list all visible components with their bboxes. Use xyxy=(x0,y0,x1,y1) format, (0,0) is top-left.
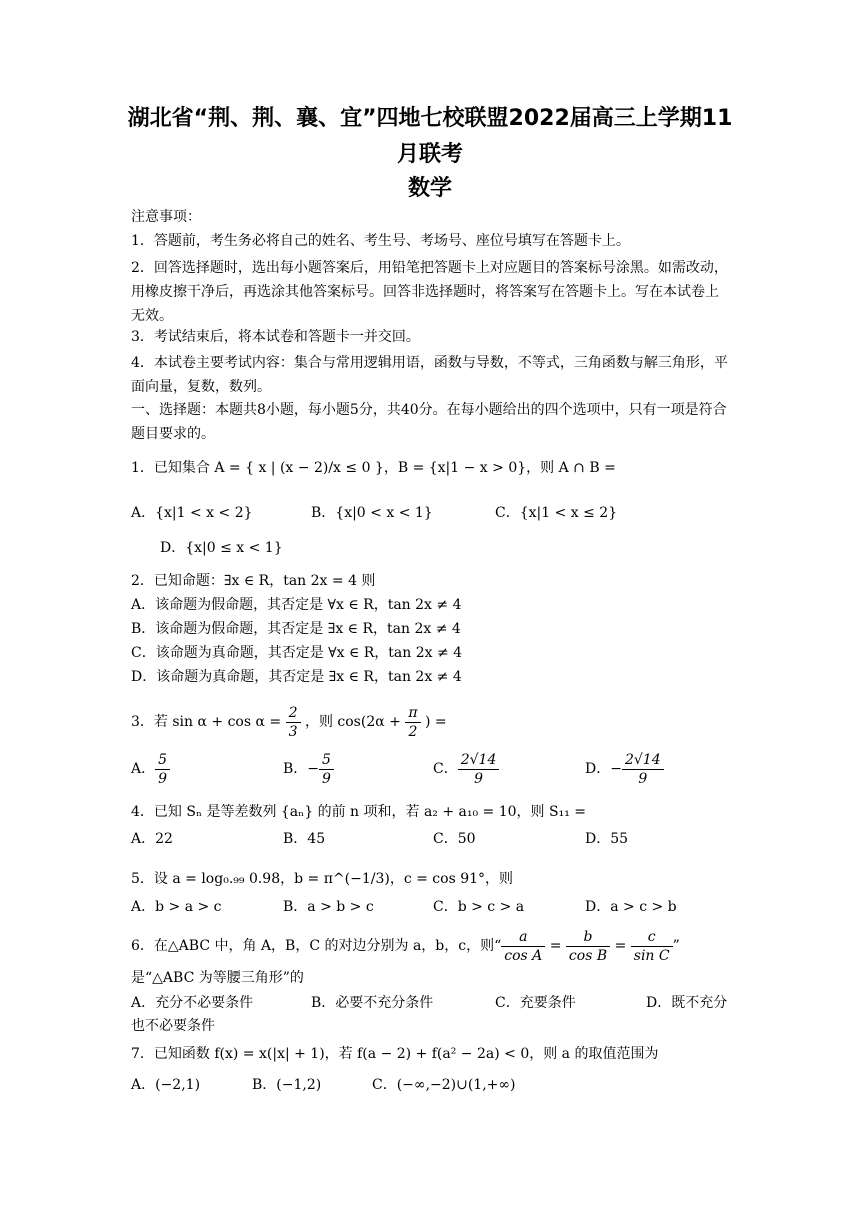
q6-stem: 6．在△ABC 中，角 A，B，C 的对边分别为 a，b，c，则“ $\frac{a}{\text{cos A}}$ = $\frac{b}{\text{cos B}}$ = $\frac{c}{\text{sin C}}$ ” xyxy=(131,928,680,964)
q3-stem-part-b: ，则 cos(2α + xyxy=(304,714,401,730)
q6-frac2-den: cos B xyxy=(568,947,608,964)
q6-frac3-den: sin C xyxy=(633,947,670,964)
q3-option-c xyxy=(433,749,499,789)
q5-option-b: B．a > b > c xyxy=(283,899,374,915)
q6-option-d-continued: 也不必要条件 xyxy=(131,1018,215,1034)
q3-fraction-pi-half xyxy=(405,704,420,741)
exam-title-line2: 月联考 xyxy=(396,142,463,167)
exam-title-line1: 湖北省“荆、荆、襄、宜”四地七校联盟2022届高三上学期11 xyxy=(127,106,733,131)
q3-option-c-num: 2√14 xyxy=(458,751,500,770)
q3-option-b-den: 9 xyxy=(322,770,331,787)
q7-option-c: C．(−∞,−2)∪(1,+∞) xyxy=(372,1077,516,1093)
q3-option-d-num: 2√14 xyxy=(622,751,664,770)
q6-option-b: B．必要不充分条件 xyxy=(311,995,434,1011)
q3-option-d-label: D．− xyxy=(585,761,622,777)
q3-pi-numerator: π xyxy=(405,704,420,723)
notes-heading: 注意事项： xyxy=(131,209,201,225)
q2-option-a: A．该命题为假命题，其否定是 ∀x ∈ R，tan 2x ≠ 4 xyxy=(131,597,462,613)
q3-stem-part-a: 3．若 sin α + cos α = xyxy=(131,714,282,730)
q3-option-b-num: 5 xyxy=(319,751,334,770)
q5-option-a: A．b > a > c xyxy=(131,899,222,915)
q3-option-b-label: B．− xyxy=(283,761,320,777)
q7-stem: 7．已知函数 f(x) = x(|x| + 1)，若 f(a − 2) + f(a² − 2a) < 0，则 a 的取值范围为 xyxy=(131,1046,659,1062)
q3-frac-denominator: 3 xyxy=(288,723,298,740)
q3-option-b-fraction xyxy=(319,751,334,788)
q5-option-c: C．b > c > a xyxy=(433,899,525,915)
q3-stem-part-c: ) = xyxy=(424,714,447,730)
q6-option-c: C．充要条件 xyxy=(495,995,576,1011)
q6-stem-part-b: ” xyxy=(672,938,680,954)
q6-option-d: D．既不充分 xyxy=(646,995,728,1011)
note-2: 2．回答选择题时，选出每小题答案后，用铅笔把答题卡上对应题目的答案标号涂黑。如需改动，用橡皮擦干净后，再选涂其他答案标号。回答非选择题时，将答案写在答题卡上。写在本试卷上无效。 xyxy=(131,260,728,324)
q1-option-d: D．{x|0 ≤ x < 1} xyxy=(160,540,283,556)
q6-fraction-c-sinC xyxy=(631,928,673,965)
q7-option-b: B．(−1,2) xyxy=(252,1077,322,1093)
q3-option-d-den: 9 xyxy=(638,770,648,787)
q1-option-b: B．{x|0 < x < 1} xyxy=(311,505,433,521)
q3-option-a-label: A． xyxy=(131,761,156,777)
section-1-intro: 一、选择题：本题共8小题，每小题5分，共40分。在每小题给出的四个选项中，只有一项是符合题目要求的。 xyxy=(131,402,727,442)
q6-fraction-a-cosA xyxy=(501,928,545,965)
q3-option-b xyxy=(283,749,334,789)
q3-stem xyxy=(131,702,731,742)
q6-fraction-b-cosB xyxy=(566,928,610,965)
q3-option-c-label: C． xyxy=(433,761,458,777)
q4-option-c: C．50 xyxy=(433,831,476,847)
q6-frac1-den: cos A xyxy=(504,947,543,964)
note-1: 1．答题前，考生务必将自己的姓名、考生号、考场号、座位号填写在答题卡上。 xyxy=(131,233,630,249)
q6-option-a: A．充分不必要条件 xyxy=(131,995,254,1011)
q4-option-b: B．45 xyxy=(283,831,326,847)
q3-option-a-den: 9 xyxy=(158,770,168,787)
note-3: 3．考试结束后，将本试卷和答题卡一并交回。 xyxy=(131,329,420,345)
q6-frac3-num: c xyxy=(631,928,673,947)
q6-stem-continued: 是“△ABC 为等腰三角形”的 xyxy=(131,970,304,986)
q3-option-a xyxy=(131,749,170,789)
q3-pi-denominator: 2 xyxy=(408,723,418,740)
q2-option-c: C．该命题为真命题，其否定是 ∀x ∈ R，tan 2x ≠ 4 xyxy=(131,645,463,661)
q1-stem: 1．已知集合 A = { x | (x − 2)/x ≤ 0 }，B = {x|1 − x > 0}，则 A ∩ B = xyxy=(131,460,616,476)
note-4: 4．本试卷主要考试内容：集合与常用逻辑用语，函数与导数，不等式，三角函数与解三角形，平面向量，复数，数列。 xyxy=(131,355,728,395)
q2-option-d: D．该命题为真命题，其否定是 ∃x ∈ R，tan 2x ≠ 4 xyxy=(131,669,462,685)
q1-option-c: C．{x|1 < x ≤ 2} xyxy=(495,505,618,521)
q3-option-d-fraction xyxy=(622,751,664,788)
q3-option-c-fraction xyxy=(458,751,500,788)
q2-option-b: B．该命题为假命题，其否定是 ∃x ∈ R，tan 2x ≠ 4 xyxy=(131,621,461,637)
q3-option-d xyxy=(585,749,664,789)
q6-frac2-num: b xyxy=(566,928,610,947)
q6-frac1-num: a xyxy=(501,928,545,947)
q5-stem: 5．设 a = log₀.₉₉ 0.98，b = π^(−1/3)，c = cos 91°，则 xyxy=(131,871,514,887)
q3-option-a-num: 5 xyxy=(155,751,170,770)
q3-option-c-den: 9 xyxy=(474,770,483,787)
q2-stem: 2．已知命题：∃x ∈ R，tan 2x = 4 则 xyxy=(131,573,376,589)
q3-frac-numerator: 2 xyxy=(286,704,301,723)
q4-option-a: A．22 xyxy=(131,831,173,847)
q7-option-a: A．(−2,1) xyxy=(131,1077,201,1093)
q1-option-a: A．{x|1 < x < 2} xyxy=(131,505,253,521)
q3-option-a-fraction xyxy=(155,751,170,788)
q4-stem: 4．已知 Sₙ 是等差数列 {aₙ} 的前 n 项和，若 a₂ + a₁₀ = 10，则 S₁₁ = xyxy=(131,804,586,820)
q6-stem-part-a: 6．在△ABC 中，角 A，B，C 的对边分别为 a，b，c，则“ xyxy=(131,938,502,954)
q3-fraction-two-thirds xyxy=(286,704,301,741)
subject-title: 数学 xyxy=(407,176,452,201)
q4-option-d: D．55 xyxy=(585,831,629,847)
q5-option-d: D．a > c > b xyxy=(585,899,677,915)
